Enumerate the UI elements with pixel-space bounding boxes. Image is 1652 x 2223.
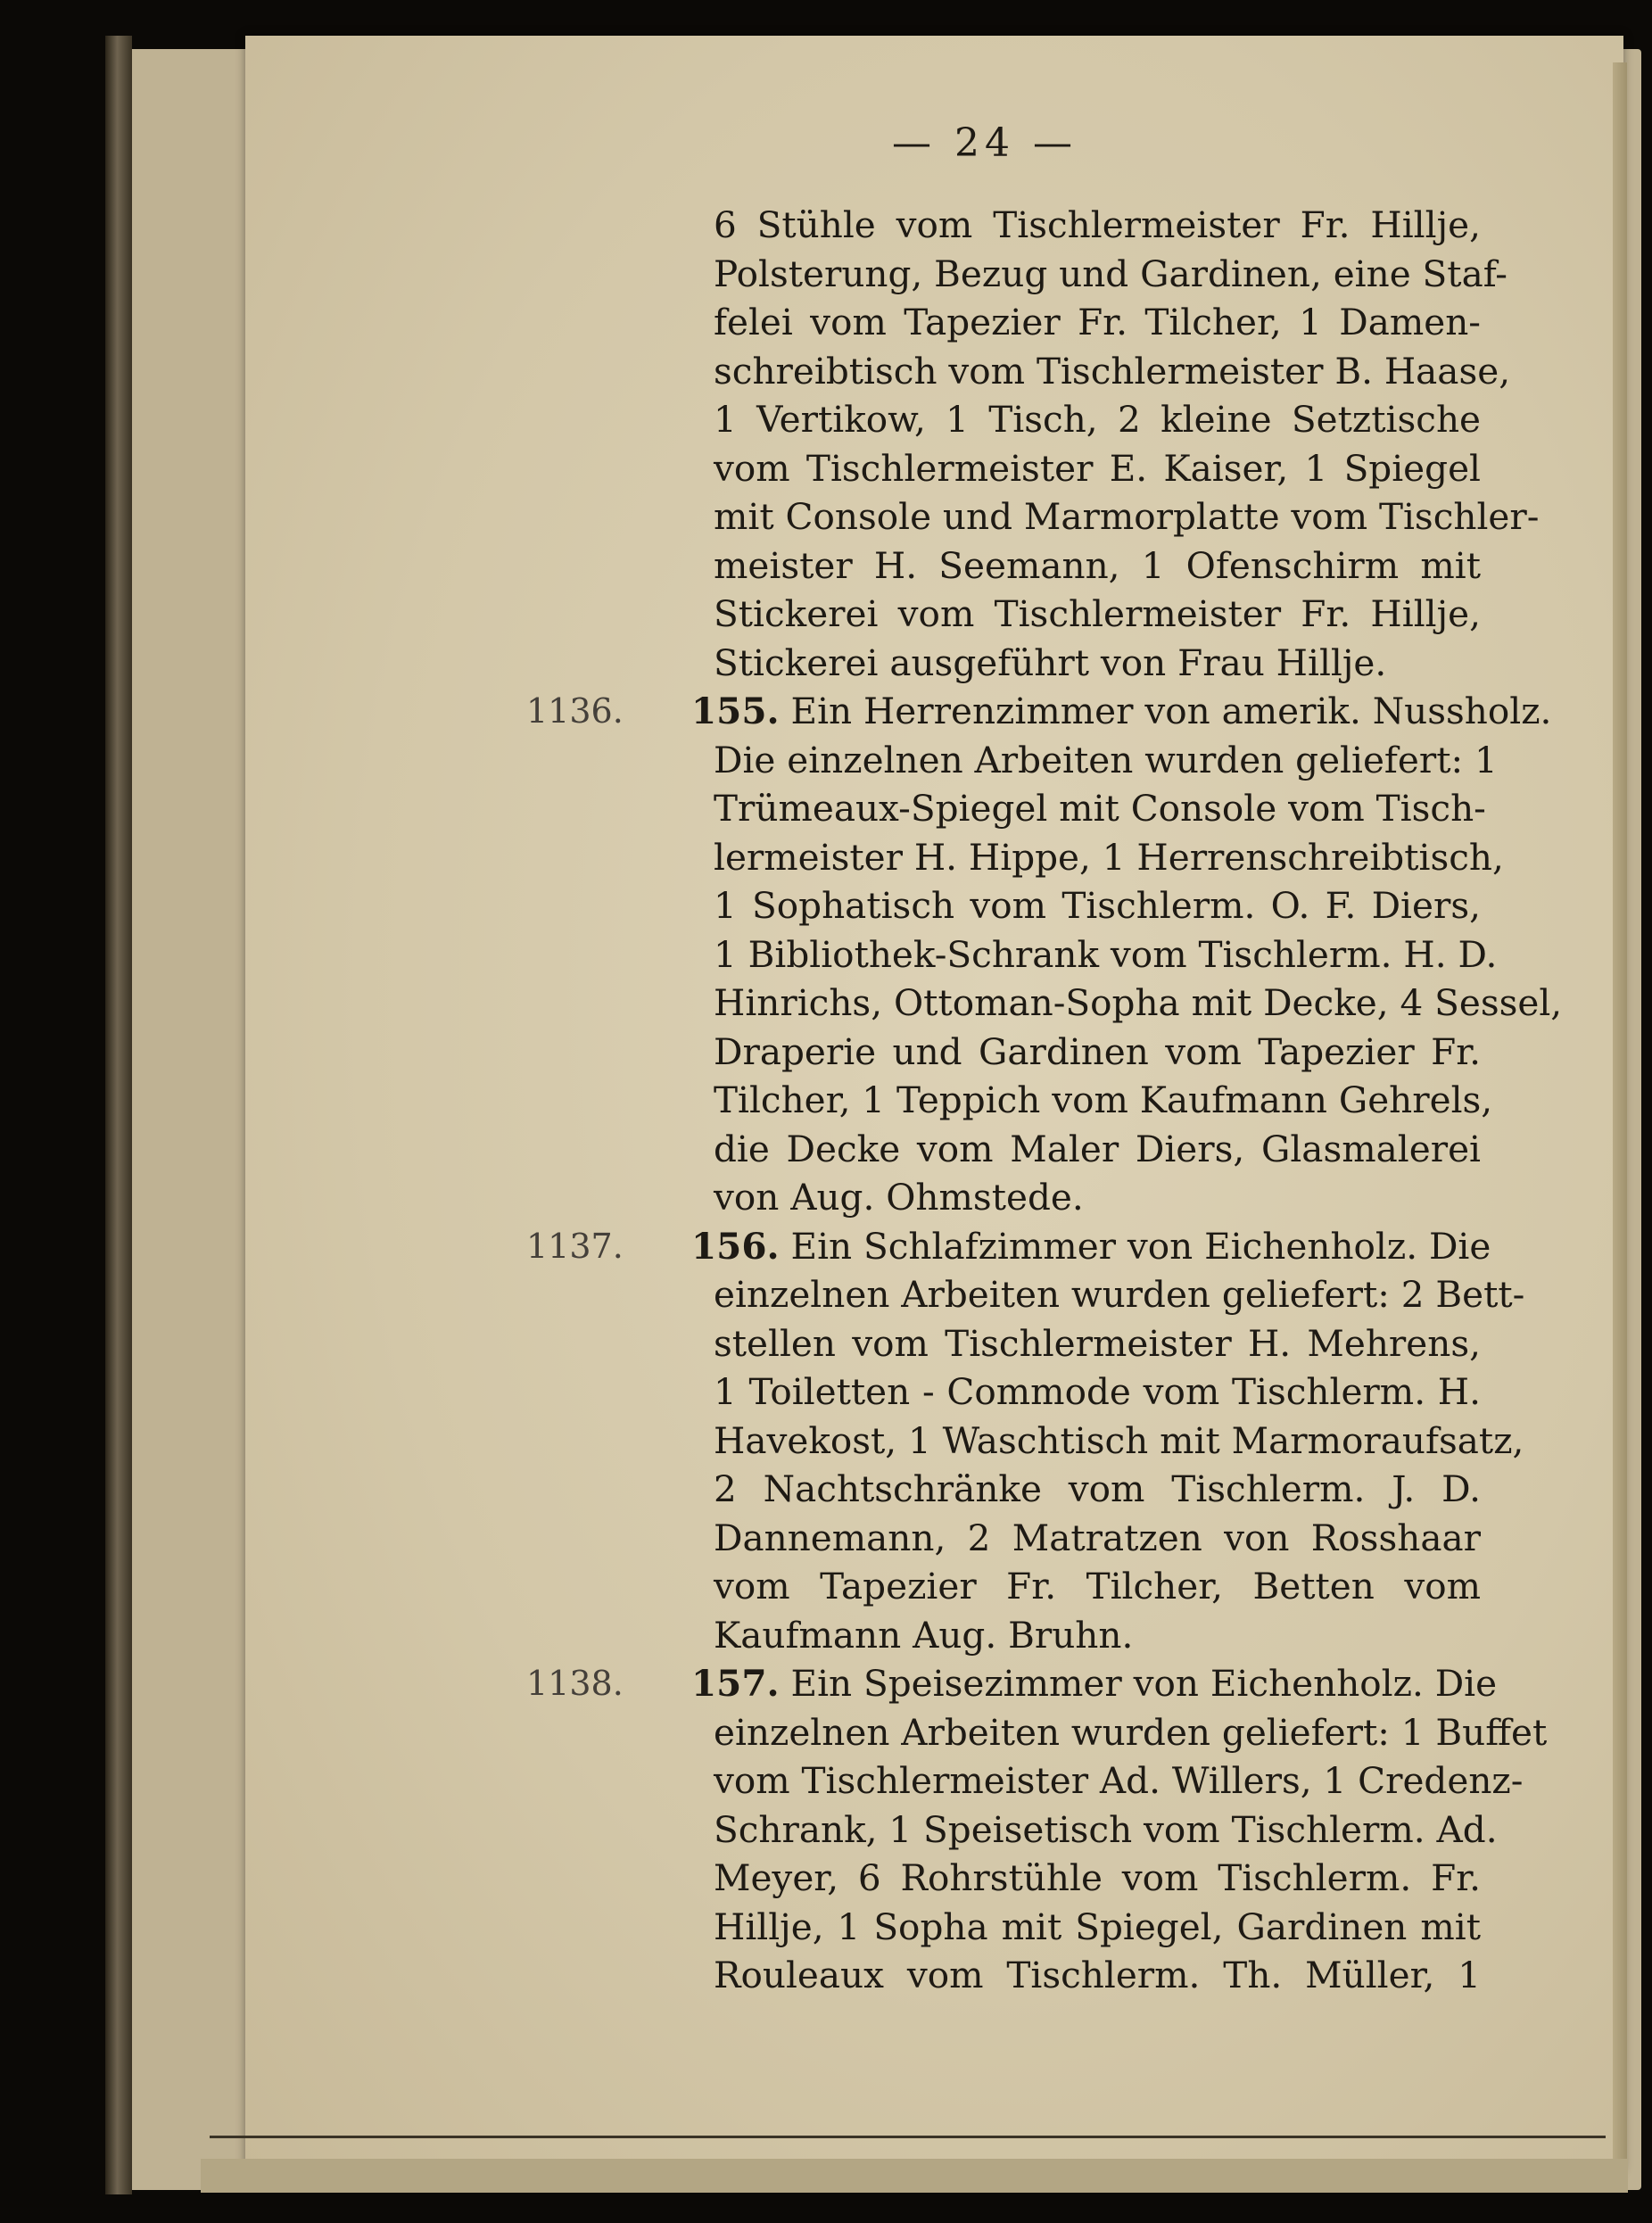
text-line: schreibtisch vom Tischlermeister B. Haase, xyxy=(714,349,1511,393)
text-line: 2 Nachtschränke vom Tischlerm. J. D. xyxy=(714,1467,1481,1510)
entry-heading xyxy=(691,687,1552,736)
inventory-number: 1138. xyxy=(526,1664,624,1703)
text-line: stellen vom Tischlermeister H. Mehrens, xyxy=(714,1321,1481,1365)
text-line: Draperie und Gardinen vom Tapezier Fr. xyxy=(714,1029,1481,1073)
text-line: von Aug. Ohmstede. xyxy=(714,1176,1084,1219)
text-line: felei vom Tapezier Fr. Tilcher, 1 Damen- xyxy=(714,301,1481,343)
entry-heading xyxy=(691,1222,1491,1271)
entry-title: Ein Speisezimmer von Eichenholz. Die xyxy=(790,1662,1498,1705)
text-line: vom Tapezier Fr. Tilcher, Betten vom xyxy=(714,1565,1481,1607)
text-line: Polsterung, Bezug und Gardinen, eine Staf- xyxy=(714,252,1507,295)
text-line: einzelnen Arbeiten wurden geliefert: 2 Bett- xyxy=(714,1273,1525,1316)
text-line: einzelnen Arbeiten wurden geliefert: 1 Buffet xyxy=(714,1710,1548,1754)
inventory-number: 1137. xyxy=(526,1226,624,1266)
page-number: — 24 — xyxy=(892,120,1078,166)
text-line: Kaufmann Aug. Bruhn. xyxy=(714,1613,1134,1657)
text-line: Trümeaux-Spiegel mit Console vom Tisch- xyxy=(714,787,1486,830)
text-line: lermeister H. Hippe, 1 Herrenschreibtisch, xyxy=(714,835,1504,879)
entry-number: 155. xyxy=(691,690,780,732)
bottom-page-edge xyxy=(201,2159,1628,2193)
text-line: die Decke vom Maler Diers, Glasmalerei xyxy=(714,1127,1481,1170)
text-line: Schrank, 1 Speisetisch vom Tischlerm. Ad. xyxy=(714,1807,1498,1851)
entry-number: 156. xyxy=(691,1224,780,1268)
bottom-rule xyxy=(210,2136,1606,2138)
text-line: 1 Sophatisch vom Tischlerm. O. F. Diers, xyxy=(714,884,1481,927)
entry-heading xyxy=(691,1659,1498,1708)
entry-number: 157. xyxy=(691,1662,780,1705)
inventory-number: 1136. xyxy=(526,691,624,731)
text-line: Hinrichs, Ottoman-Sopha mit Decke, 4 Sessel, xyxy=(714,981,1563,1024)
text-line: 1 Toiletten - Commode vom Tischlerm. H. xyxy=(714,1370,1481,1413)
text-line: Dannemann, 2 Matratzen von Rosshaar xyxy=(714,1516,1481,1559)
text-line: 1 Vertikow, 1 Tisch, 2 kleine Setztische xyxy=(714,398,1481,441)
text-line: Havekost, 1 Waschtisch mit Marmoraufsatz, xyxy=(714,1418,1524,1462)
text-line: vom Tischlermeister E. Kaiser, 1 Spiegel xyxy=(714,446,1481,490)
text-line: 1 Bibliothek-Schrank vom Tischlerm. H. D. xyxy=(714,932,1498,976)
text-line: vom Tischlermeister Ad. Willers, 1 Credenz- xyxy=(714,1759,1524,1802)
text-line: Tilcher, 1 Teppich vom Kaufmann Gehrels, xyxy=(714,1078,1493,1121)
text-line: meister H. Seemann, 1 Ofenschirm mit xyxy=(714,543,1481,587)
text-line: mit Console und Marmorplatte vom Tischler- xyxy=(714,495,1540,538)
entry-title: Ein Schlafzimmer von Eichenholz. Die xyxy=(790,1224,1491,1268)
text-line: Stickerei ausgeführt von Frau Hillje. xyxy=(714,640,1387,684)
page-fore-edge xyxy=(1613,62,1627,2159)
text-line: Hillje, 1 Sopha mit Spiegel, Gardinen mit xyxy=(714,1905,1481,1948)
text-line: 6 Stühle vom Tischlermeister Fr. Hillje, xyxy=(714,203,1481,246)
text-line: Die einzelnen Arbeiten wurden geliefert: 1 xyxy=(714,738,1498,781)
book-binding xyxy=(105,36,132,2194)
text-line: Stickerei vom Tischlermeister Fr. Hillje, xyxy=(714,592,1481,635)
text-line: Meyer, 6 Rohrstühle vom Tischlerm. Fr. xyxy=(714,1856,1481,1899)
text-line: Rouleaux vom Tischlerm. Th. Müller, 1 xyxy=(714,1954,1481,1996)
entry-title: Ein Herrenzimmer von amerik. Nussholz. xyxy=(790,690,1552,732)
